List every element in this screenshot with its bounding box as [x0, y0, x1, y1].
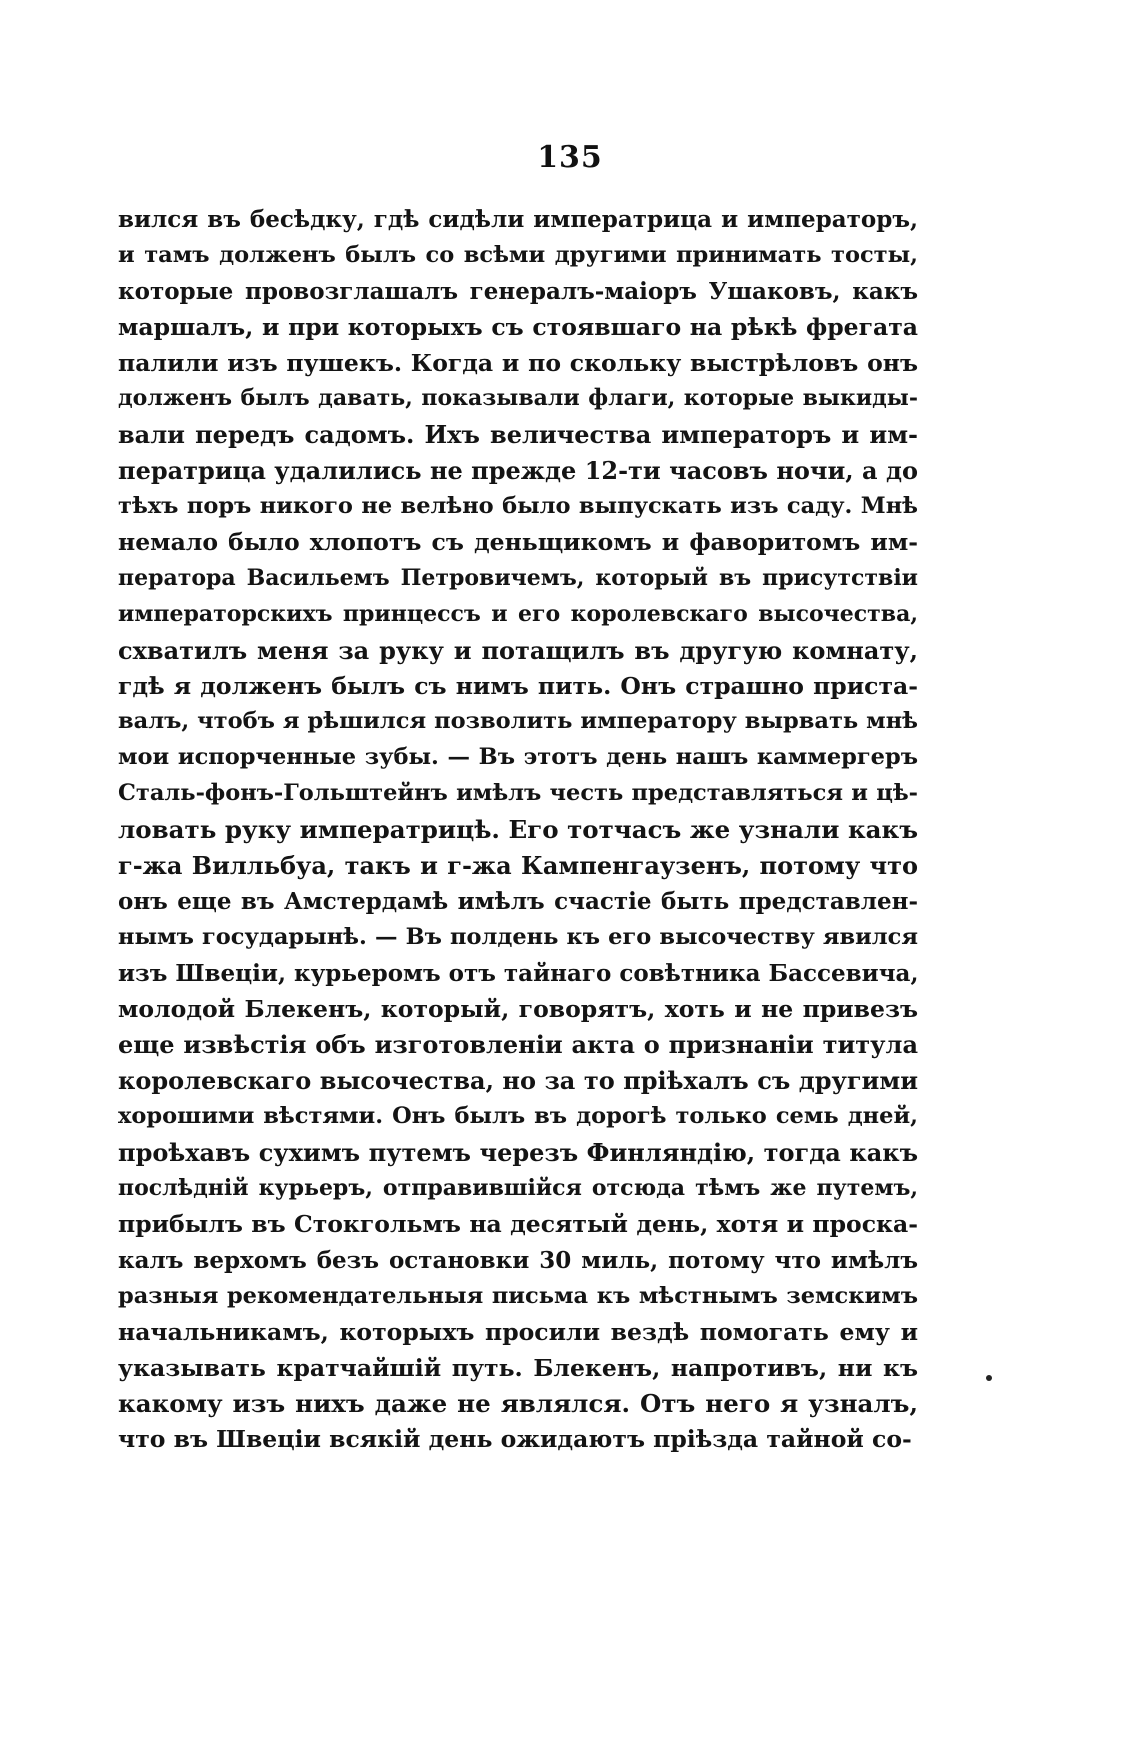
page-number: 135 [537, 140, 603, 175]
text-line: послѣдній курьеръ, отправившійся отсюда тѣмъ же путемъ, [118, 1175, 918, 1202]
text-line: указывать кратчайшій путь. Блекенъ, напротивъ, ни къ [118, 1353, 918, 1382]
text-line: палили изъ пушекъ. Когда и по скольку выстрѣловъ онъ [118, 348, 918, 377]
text-line: прибылъ въ Стокгольмъ на десятый день, хотя и проска- [118, 1209, 918, 1238]
text-line: проѣхавъ сухимъ путемъ черезъ Финляндію, тогда какъ [118, 1138, 918, 1168]
text-line: ператрица удалились не прежде 12-ти часовъ ночи, а до [118, 456, 918, 486]
text-line: долженъ былъ давать, показывали флаги, которые выкиды- [118, 385, 918, 412]
text-line: императорскихъ принцессъ и его королевскаго высочества, [118, 600, 918, 627]
text-line: и тамъ долженъ былъ со всѣми другими принимать тосты, [118, 241, 918, 268]
text-line: гдѣ я долженъ былъ съ нимъ пить. Онъ страшно приста- [118, 671, 918, 700]
text-line: ператора Васильемъ Петровичемъ, который въ присутствіи [118, 564, 918, 591]
text-line: онъ еще въ Амстердамѣ имѣлъ счастіе быть представлен- [118, 887, 918, 915]
text-line: немало было хлопотъ съ деньщикомъ и фаворитомъ им- [118, 528, 918, 557]
text-line: мои испорченные зубы. — Въ этотъ день нашъ каммергеръ [118, 744, 918, 771]
text-line: валъ, чтобъ я рѣшился позволить императору вырвать мнѣ [118, 708, 918, 735]
text-line: схватилъ меня за руку и потащилъ въ другую комнату, [118, 635, 918, 665]
text-line: разныя рекомендательныя письма къ мѣстнымъ земскимъ [118, 1282, 918, 1309]
text-line: тѣхъ поръ никого не велѣно было выпускать изъ саду. Мнѣ [118, 493, 918, 520]
text-line: начальникамъ, которыхъ просили вездѣ помогать ему и [118, 1317, 918, 1346]
text-line: вали передъ садомъ. Ихъ величества императоръ и им- [118, 420, 918, 450]
text-line: какому изъ нихъ даже не являлся. Отъ него я узналъ, [118, 1389, 918, 1419]
text-line: Сталь-фонъ-Гольштейнъ имѣлъ честь представляться и цѣ- [118, 780, 918, 807]
text-line: королевскаго высочества, но за то пріѣхалъ съ другими [118, 1066, 918, 1096]
text-line: маршалъ, и при которыхъ съ стоявшаго на рѣкѣ фрегата [118, 312, 918, 341]
text-line: хорошими вѣстями. Онъ былъ въ дорогѣ только семь дней, [118, 1103, 918, 1130]
text-line: нымъ государынѣ. — Въ полдень къ его высочеству явился [118, 923, 918, 950]
text-line: г-жа Вилльбуа, такъ и г-жа Кампенгаузенъ, потому что [118, 851, 918, 881]
print-speck [986, 1375, 992, 1381]
text-line: вился въ бесѣдку, гдѣ сидѣли императрица и императоръ, [118, 206, 918, 233]
text-line: калъ верхомъ безъ остановки 30 миль, потому что имѣлъ [118, 1246, 918, 1274]
text-line: еще извѣстія объ изготовленіи акта о признаніи титула [118, 1030, 918, 1060]
text-line: ловать руку императрицѣ. Его тотчасъ же узнали какъ [118, 815, 918, 845]
text-line: что въ Швеціи всякій день ожидаютъ пріѣзда тайной со- [118, 1425, 912, 1454]
text-line: изъ Швеціи, курьеромъ отъ тайнаго совѣтника Бассевича, [118, 959, 919, 987]
body-text [118, 202, 918, 1458]
text-line: которые провозглашалъ генералъ-маіоръ Ушаковъ, какъ [118, 277, 918, 305]
text-line: молодой Блекенъ, который, говорятъ, хоть и не привезъ [118, 994, 918, 1023]
